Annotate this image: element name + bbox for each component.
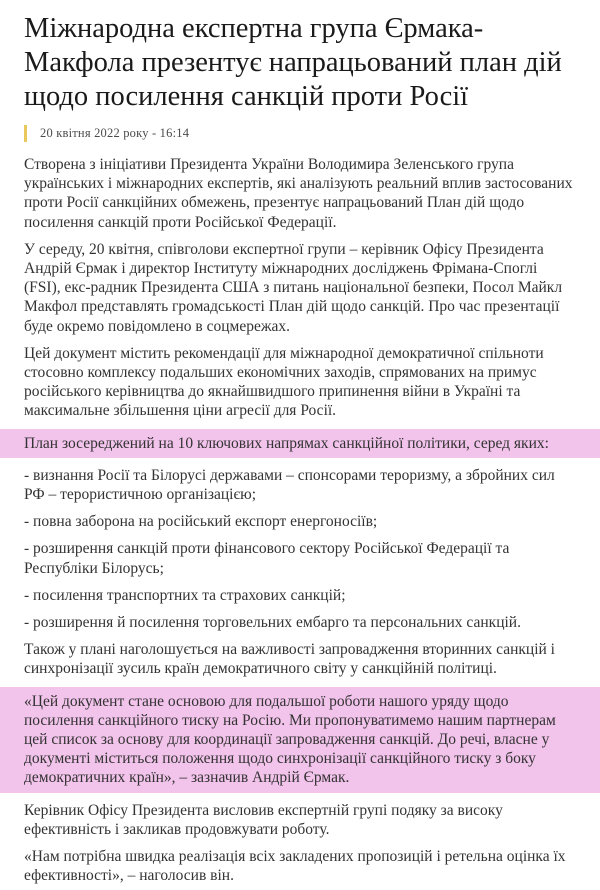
- paragraph: «Нам потрібна швидка реалізація всіх закладених пропозицій і ретельна оцінка їх ефективності», – наголосив він.: [24, 848, 566, 885]
- article-date: 20 квітня 2022 року - 16:14: [40, 125, 190, 140]
- article-meta: [24, 124, 576, 142]
- article-body: [24, 155, 576, 886]
- paragraph: Керівник Офісу Президента висловив експертній групі подяку за високу ефективність і закликав продовжувати роботу.: [24, 801, 503, 838]
- paragraph: - посилення транспортних та страхових санкцій;: [24, 586, 346, 604]
- paragraph: - визнання Росії та Білорусі державами – спонсорами тероризму, а збройних сил РФ – терористичною організацією;: [24, 466, 555, 504]
- paragraph: Цей документ містить рекомендації для міжнародної демократичної спільноти стосовно комплексу подальших економічних заходів, спрямованих на примус російського керівництва до якнайшвидшого припинення війни в Україні та максимальне збільшення ціни агресії для Росії.: [24, 344, 544, 420]
- highlighted-paragraph: «Цей документ стане основою для подальшої роботи нашого уряду щодо посилення санкційного тиску на Росію. Ми пропонуватимемо нашим партнерам цей список за основу для координації запровадження санкцій. До речі, власне у документі міститься положення щодо синхронізації санкційного тиску з боку демократичних країн», – зазначив Андрій Єрмак.: [0, 687, 600, 793]
- paragraph: - розширення й посилення торговельних ембарго та персональних санкцій.: [24, 614, 521, 632]
- paragraph: - розширення санкцій проти фінансового сектору Російської Федерації та Республіки Білорусь;: [24, 540, 510, 577]
- paragraph: - повна заборона на російський експорт енергоносіїв;: [24, 513, 378, 531]
- paragraph: Створена з ініціативи Президента України Володимира Зеленського група українських і міжнародних експертів, які аналізують реальний вплив застосованих проти Росії санкційних обмежень, презентує напрацьований План дій щодо посилення санкцій проти Російської Федерації.: [24, 156, 573, 231]
- date-accent-bar: [24, 125, 27, 142]
- paragraph: У середу, 20 квітня, співголови експертної групи – керівник Офісу Президента Андрій Єрмак і директор Інституту міжнародних досліджень Фрімана-Споглі (FSI), екс-радник Президента США з питань національної безпеки, Посол Майкл Макфол представлять громадськості План дій щодо санкцій. Про час презентації буде окремо повідомлено в соцмережах.: [24, 240, 563, 335]
- article-title: Міжнародна експертна група Єрмака-Макфола презентує напрацьований план дій щодо посилення санкцій проти Росії: [24, 13, 562, 112]
- highlighted-paragraph: План зосереджений на 10 ключових напрямах санкційної політики, серед яких:: [0, 429, 600, 458]
- paragraph: Також у плані наголошується на важливості запровадження вторинних санкцій і синхронізації зусиль країн демократичного світу у санкційній політиці.: [24, 641, 555, 678]
